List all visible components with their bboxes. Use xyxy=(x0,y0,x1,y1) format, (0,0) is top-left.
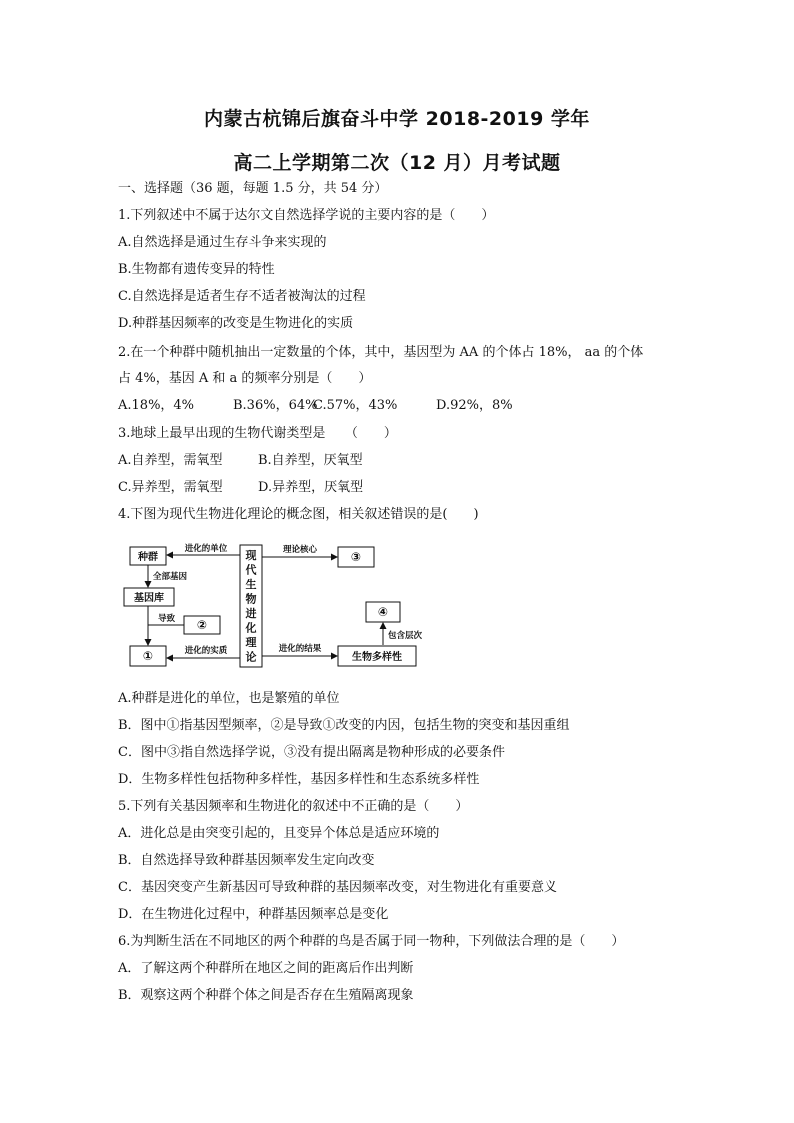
q4-option-c: C．图中③指自然选择学说，③没有提出隔离是物种形成的必要条件 xyxy=(118,745,505,760)
exam-title-line1: 内蒙古杭锦后旗奋斗中学 2018-2019 学年 xyxy=(204,108,590,130)
arrow-label-result: 进化的结果 xyxy=(278,644,322,654)
q2-option-d: D.92%，8% xyxy=(436,398,513,413)
theory-char: 论 xyxy=(245,650,257,664)
theory-char: 生 xyxy=(245,578,257,591)
label-2: ② xyxy=(196,618,208,632)
q5-option-a: A．进化总是由突变引起的，且变异个体总是适应环境的 xyxy=(118,826,440,841)
q1-option-c: C.自然选择是适者生存不适者被淘汰的过程 xyxy=(118,289,366,304)
arrow-label-core: 理论核心 xyxy=(282,545,318,555)
q6-option-b: B．观察这两个种群个体之间是否存在生殖隔离现象 xyxy=(118,988,414,1003)
arrow-label-cause: 导致 xyxy=(158,614,176,624)
q3-option-b: B.自养型，厌氧型 xyxy=(258,453,363,468)
q1-option-b: B.生物都有遗传变异的特性 xyxy=(118,262,275,277)
theory-char: 物 xyxy=(245,592,257,606)
q2-option-a: A.18%，4% xyxy=(118,398,195,413)
exam-title-line2: 高二上学期第二次（12 月）月考试题 xyxy=(233,152,561,174)
arrow-label-allgenes: 全部基因 xyxy=(153,572,188,582)
q1-option-a: A.自然选择是通过生存斗争来实现的 xyxy=(118,235,327,250)
evolution-concept-diagram xyxy=(120,541,430,671)
label-biodiversity: 生物多样性 xyxy=(352,652,402,663)
arrow-label-levels: 包含层次 xyxy=(388,631,423,641)
q4-option-b: B．图中①指基因型频率，②是导致①改变的内因，包括生物的突变和基因重组 xyxy=(118,718,570,733)
q1-option-d: D.种群基因频率的改变是生物进化的实质 xyxy=(118,316,354,331)
theory-char: 现 xyxy=(245,549,257,562)
q3-options-row1 xyxy=(118,452,698,470)
q2-option-b: B.36%，64% xyxy=(233,398,318,413)
theory-char: 化 xyxy=(245,621,257,635)
q3-option-a: A.自养型，需氧型 xyxy=(118,453,223,468)
q6-option-a: A．了解这两个种群所在地区之间的距离后作出判断 xyxy=(118,961,414,976)
q1-stem: 1.下列叙述中不属于达尔文自然选择学说的主要内容的是（ ） xyxy=(118,208,495,223)
q2-stem-line2: 占 4%，基因 A 和 a 的频率分别是（ ） xyxy=(118,371,372,386)
arrow-label-unit: 进化的单位 xyxy=(184,544,228,554)
q2-option-c: C.57%，43% xyxy=(313,398,398,413)
q5-option-c: C．基因突变产生新基因可导致种群的基因频率改变，对生物进化有重要意义 xyxy=(118,880,557,895)
q2-stem-line1: 2.在一个种群中随机抽出一定数量的个体，其中，基因型为 AA 的个体占 18%， aa 的个体 xyxy=(118,345,644,360)
label-4: ④ xyxy=(377,605,389,619)
label-population: 种群 xyxy=(138,552,158,563)
q4-option-d: D．生物多样性包括物种多样性，基因多样性和生态系统多样性 xyxy=(118,772,480,787)
theory-char: 进 xyxy=(245,607,257,620)
q3-stem: 3.地球上最早出现的生物代谢类型是 （ ） xyxy=(118,426,397,441)
q3-options-row2 xyxy=(118,479,698,497)
arrow-label-essence: 进化的实质 xyxy=(184,646,228,656)
label-3: ③ xyxy=(350,550,362,564)
theory-char: 理 xyxy=(245,636,257,649)
theory-char: 代 xyxy=(245,563,257,577)
q3-option-c: C.异养型，需氧型 xyxy=(118,480,223,495)
q4-stem: 4.下图为现代生物进化理论的概念图，相关叙述错误的是( ) xyxy=(118,507,479,522)
section-heading: 一、选择题（36 题，每题 1.5 分，共 54 分） xyxy=(118,181,388,196)
label-1: ① xyxy=(142,649,154,663)
q2-options xyxy=(118,397,698,415)
q6-stem: 6.为判断生活在不同地区的两个种群的鸟是否属于同一物种，下列做法合理的是（ ） xyxy=(118,934,625,949)
theory-label xyxy=(245,548,258,664)
q3-option-d: D.异养型，厌氧型 xyxy=(258,480,364,495)
q5-stem: 5.下列有关基因频率和生物进化的叙述中不正确的是（ ） xyxy=(118,799,469,814)
q5-option-d: D．在生物进化过程中，种群基因频率总是变化 xyxy=(118,907,389,922)
label-genepool: 基因库 xyxy=(134,593,164,604)
q4-option-a: A.种群是进化的单位，也是繁殖的单位 xyxy=(118,691,340,706)
q5-option-b: B．自然选择导致种群基因频率发生定向改变 xyxy=(118,853,375,868)
